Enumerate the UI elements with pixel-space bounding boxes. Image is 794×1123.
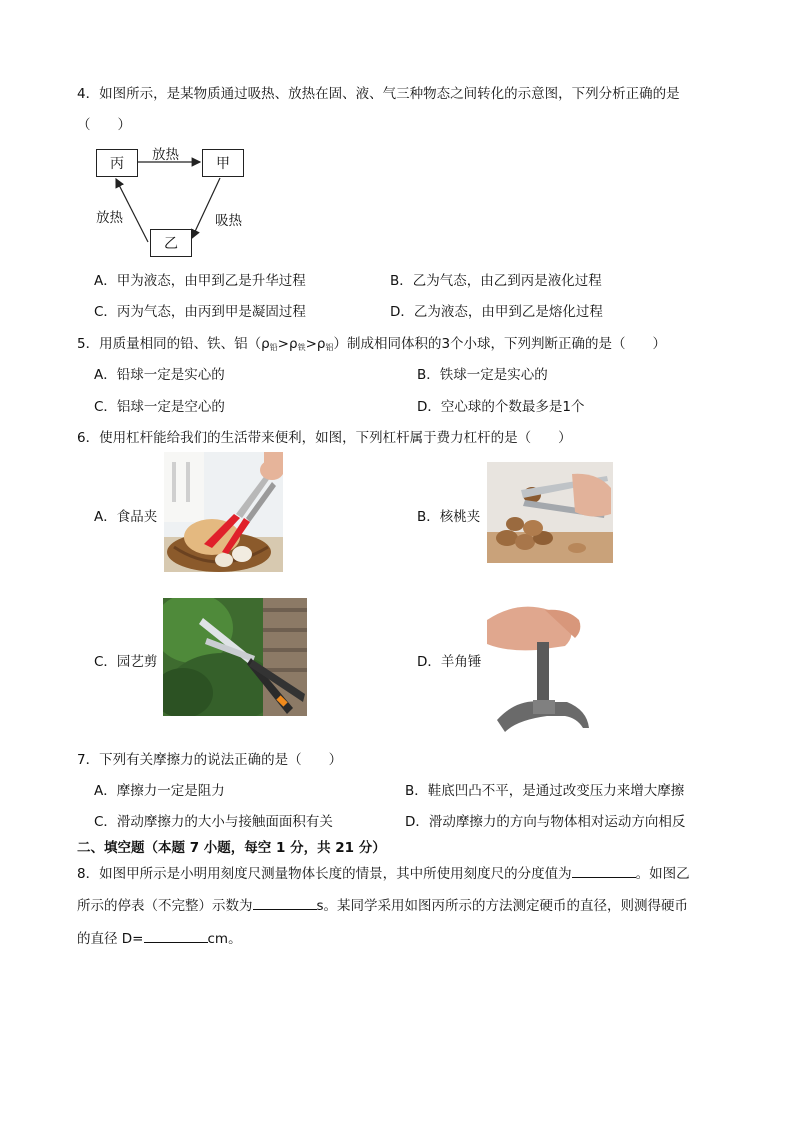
q7-option-a: A．摩擦力一定是阻力 xyxy=(94,783,225,799)
q8-line1 xyxy=(77,862,690,882)
q5-option-d: D．空心球的个数最多是1个 xyxy=(417,399,585,415)
q4-stem-line2: （ ） xyxy=(77,117,131,133)
q5-option-c: C．铝球一定是空心的 xyxy=(94,399,225,415)
q4-option-b: B．乙为气态，由乙到丙是液化过程 xyxy=(390,273,602,289)
label-top-release-heat: 放热 xyxy=(152,147,179,163)
q8-line2-text-a: 所示的停表（不完整）示数为 xyxy=(77,898,253,914)
box-yi: 乙 xyxy=(150,229,192,257)
q5-stem-b: ）制成相同体积的3个小球，下列判断正确的是（ ） xyxy=(333,336,667,352)
arrow-jia-to-yi xyxy=(192,178,220,238)
q6-option-b: B．核桃夹 xyxy=(417,509,481,525)
q6-stem: 6．使用杠杆能给我们的生活带来便利，如图，下列杠杆属于费力杠杆的是（ ） xyxy=(77,430,572,446)
q5-gt-2: >ρ xyxy=(305,336,326,352)
q4-option-d: D．乙为液态，由甲到乙是熔化过程 xyxy=(390,304,603,320)
q4-option-a: A．甲为液态，由甲到乙是升华过程 xyxy=(94,273,306,289)
q6-option-c: C．园艺剪 xyxy=(94,654,158,670)
q5-option-b: B．铁球一定是实心的 xyxy=(417,367,548,383)
state-transition-diagram xyxy=(90,140,260,260)
box-jia: 甲 xyxy=(202,149,244,177)
q5-gt-1: >ρ xyxy=(277,336,298,352)
label-left-release-heat: 放热 xyxy=(96,210,123,226)
claw-hammer-photo xyxy=(487,580,591,736)
food-tongs-photo xyxy=(164,452,283,572)
q8-line3 xyxy=(77,927,242,947)
sub-iron: 铁 xyxy=(297,343,306,352)
q7-stem: 7．下列有关摩擦力的说法正确的是（ ） xyxy=(77,752,343,768)
q8-line1-text-b: 。如图乙 xyxy=(635,866,690,882)
q6-option-d: D．羊角锤 xyxy=(417,654,482,670)
q7-option-d: D．滑动摩擦力的方向与物体相对运动方向相反 xyxy=(405,814,686,830)
nutcracker-photo xyxy=(487,462,613,563)
q8-blank-3[interactable] xyxy=(144,930,208,943)
q7-option-b: B．鞋底凹凸不平，是通过改变压力来增大摩擦 xyxy=(405,783,685,799)
q4-stem-line1: 4．如图所示，是某物质通过吸热、放热在固、液、气三种物态之间转化的示意图，下列分析正确的是 xyxy=(77,86,680,102)
q5-stem-a: 5．用质量相同的铅、铁、铝（ρ xyxy=(77,336,270,352)
garden-shears-photo xyxy=(163,598,307,716)
q8-blank-1[interactable] xyxy=(572,865,636,878)
q5-option-a: A．铅球一定是实心的 xyxy=(94,367,225,383)
q8-line1-text-a: 8．如图甲所示是小明用刻度尺测量物体长度的情景，其中所使用刻度尺的分度值为 xyxy=(77,866,572,882)
q6-option-a: A．食品夹 xyxy=(94,509,158,525)
q8-line3-text-a: 的直径 D= xyxy=(77,931,144,947)
q4-option-c: C．丙为气态，由丙到甲是凝固过程 xyxy=(94,304,306,320)
sub-aluminum: 铝 xyxy=(325,343,334,352)
q8-line3-text-b: cm。 xyxy=(207,931,242,947)
label-right-absorb-heat: 吸热 xyxy=(215,213,242,229)
q8-line2 xyxy=(77,894,688,914)
q8-blank-2[interactable] xyxy=(253,897,317,910)
q5-stem xyxy=(77,332,666,353)
q7-option-c: C．滑动摩擦力的大小与接触面面积有关 xyxy=(94,814,333,830)
box-bing: 丙 xyxy=(96,149,138,177)
section-fill-in-heading: 二、填空题（本题 7 小题，每空 1 分，共 21 分） xyxy=(77,840,386,856)
sub-lead: 铅 xyxy=(269,343,278,352)
q8-line2-text-b: s。某同学采用如图丙所示的方法测定硬币的直径，则测得硬币 xyxy=(316,898,689,914)
